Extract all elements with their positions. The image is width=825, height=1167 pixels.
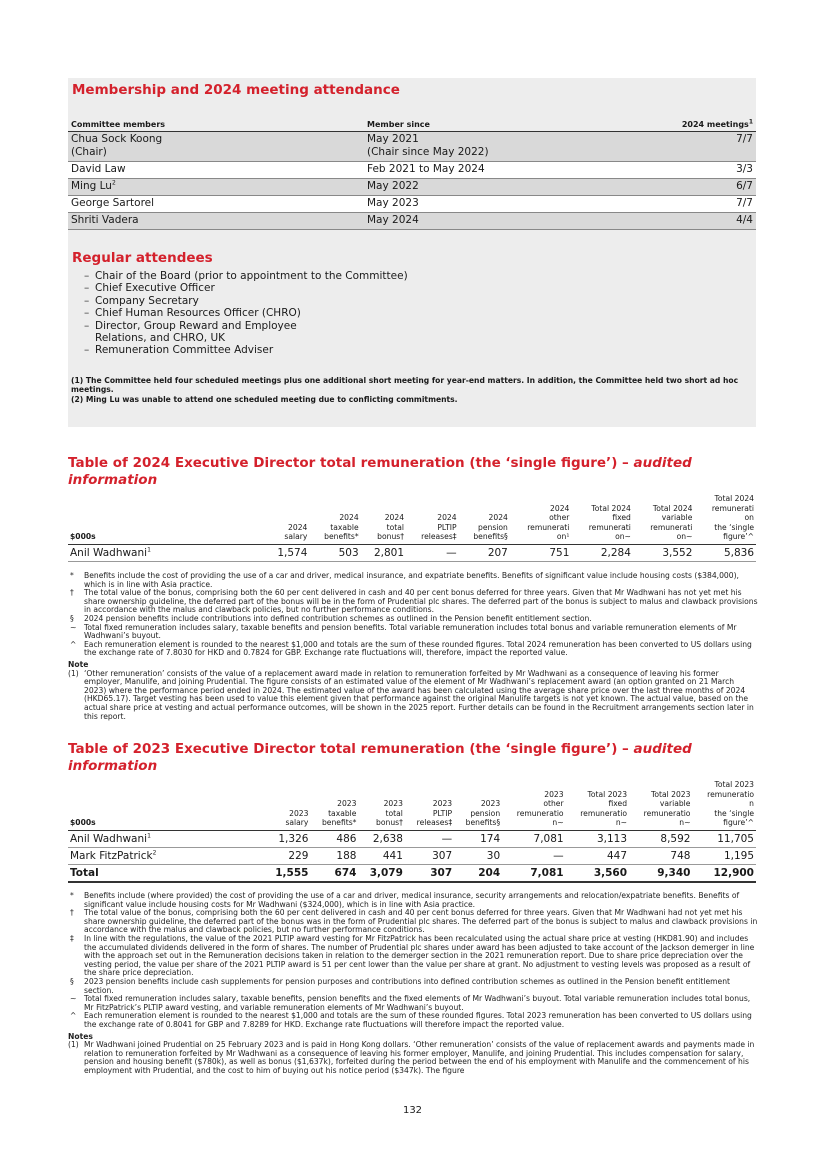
col-header: 2024 pension benefits§ — [459, 494, 510, 544]
table-cell: 486 — [310, 830, 358, 847]
footnote — [68, 909, 758, 935]
footnote-symbol: * — [70, 891, 74, 900]
col-header: Total 2024 remunerati on the ‘single figure’^ — [694, 494, 756, 544]
table-cell: 748 — [629, 847, 692, 864]
membership-title: Membership and 2024 meeting attendance — [72, 82, 400, 98]
table-cell: 1,195 — [692, 847, 756, 864]
footnote-text: 2024 pension benefits include contributions into defined contribution schemes as outlined in the Pension benefit entitlement section. — [84, 613, 592, 623]
table-cell: 3,079 — [358, 864, 404, 882]
footnote-symbol: § — [70, 976, 74, 986]
note — [68, 1041, 758, 1075]
member-name: Ming Lu$^2$ — [68, 178, 364, 195]
table-cell: 229 — [264, 847, 310, 864]
director-name: Anil Wadhwani$^1$ — [68, 544, 264, 561]
footnote — [68, 589, 758, 615]
table-row — [68, 195, 756, 212]
member-name: Shriti Vadera — [68, 212, 364, 229]
total-label: Total — [68, 864, 264, 882]
table-cell: 7,081 — [502, 830, 565, 847]
table-2024-title: Table of 2024 Executive Director total remuneration (the ‘single figure’) – audited information — [68, 455, 692, 488]
panel-note-1: (1) The Committee held four scheduled meetings plus one additional short meeting for year-end matters. In addition, the Committee held two short ad hoc meetings. — [71, 376, 739, 395]
member-since: May 2023 — [364, 195, 584, 212]
table-cell: 447 — [566, 847, 629, 864]
col-header: 2024 PLTIP releases‡ — [406, 494, 459, 544]
footnote-symbol: † — [70, 588, 74, 598]
col-header: Total 2023 variable remuneratio n~ — [629, 780, 692, 830]
footnote-text: Benefits include (where provided) the cost of providing the use of a car and driver, medical insurance, security arrangements and relocation/expatriate benefits. Benefits of significant value include housing costs for Mr Wadhwani ($324,000), which is in line with Asia practice. — [84, 891, 740, 909]
table-cell: 3,552 — [633, 544, 695, 561]
footnote-text: The total value of the bonus, comprising both the 60 per cent delivered in cash and 40 per cent bonus deferred for three years. Given that Mr Wadhwani has not yet met his share ownership guideline, the deferred part of the bonus will be in the form of Prudential plc shares. The deferred part of the bonus is subject to malus and clawback provisions in accordance with the malus and clawback policies, but no further performance conditions. — [84, 588, 758, 615]
member-name: George Sartorel — [68, 195, 364, 212]
page-number: 132 — [402, 1105, 423, 1116]
footnote-text: In line with the regulations, the value of the 2021 PLTIP award vesting for Mr FitzPatrick has been recalculated using the actual share price at vesting (HKD81.90) and includes the accumulated dividends delivered in the form of shares. The number of Prudential plc shares under award has been adjusted to take account of the Jackson demerger in line with the approach set out in the Remuneration decisions taken in relation to the demerger section in the 2021 remuneration report. Due to share price depreciation over the vesting period, the value per share of the 2021 PLTIP award is 51 per cent lower than the value per share at grant. No adjustment to vesting levels was proposed as a result of the share price depreciation. — [84, 933, 755, 978]
footnote-text: 2023 pension benefits include cash supplements for pension purposes and contributions into defined contribution schemes as outlined in the Pension benefit entitlement section. — [84, 976, 730, 995]
table-cell: 174 — [454, 830, 502, 847]
note-text: Mr Wadhwani joined Prudential on 25 February 2023 and is paid in Hong Kong dollars. ‘Other remuneration’ consists of the value of replacement awards and payments made in relation to remuneration forfeited by Mr Wadhwani as a consequence of leaving his former employer, Manulife, and joining Prudential. This includes compensation for salary, pension and housing benefit ($780k), as well as bonus ($1,637k), forfeited during the period between the end of his employment with Manulife and the commencement of his employment with Prudential, and the cost to him of buying out his notice period ($347k). The figure — [84, 1040, 755, 1075]
footnote-text: Total fixed remuneration includes salary, taxable benefits and pension benefits. Total variable remuneration includes total bonus and variable remuneration elements of Mr Wadhwani’s buyout. — [84, 622, 737, 641]
member-meetings: 4/4 — [584, 212, 756, 229]
note-number: (1) — [68, 668, 79, 678]
member-meetings: 7/7 — [584, 195, 756, 212]
list-item: – Chief Executive Officer — [84, 282, 408, 294]
col-header: 2024 salary — [264, 494, 309, 544]
table-cell: 1,326 — [264, 830, 310, 847]
table-cell: 2,801 — [361, 544, 406, 561]
remuneration-table-2024 — [68, 494, 756, 562]
panel-notes — [71, 376, 751, 404]
col-header: Total 2023 fixed remuneratio n~ — [566, 780, 629, 830]
table-cell: 751 — [510, 544, 572, 561]
table-row — [68, 544, 756, 561]
list-item: – Director, Group Reward and Employee Relations, and CHRO, UK — [84, 320, 408, 345]
note-number: (1) — [68, 1040, 79, 1050]
footnotes-2023 — [68, 892, 758, 1075]
footnotes-2024 — [68, 572, 758, 721]
col-header: 2024 total bonus† — [361, 494, 406, 544]
regular-attendees-list — [84, 270, 408, 357]
member-meetings: 6/7 — [584, 178, 756, 195]
regular-attendees-title: Regular attendees — [72, 250, 213, 266]
list-item: – Remuneration Committee Adviser — [84, 344, 408, 356]
col-header: 2023 pension benefits§ — [454, 780, 502, 830]
membership-panel — [68, 78, 756, 427]
footnote — [68, 641, 758, 658]
table-cell: 1,555 — [264, 864, 310, 882]
col-header: 2024 other remunerati on¹ — [510, 494, 572, 544]
table-cell: 307 — [405, 847, 454, 864]
member-since: May 2021 (Chair since May 2022) — [364, 131, 584, 161]
table-row — [68, 131, 756, 161]
footnote-text: Benefits include the cost of providing the use of a car and driver, medical insurance, and expatriate benefits. Benefits of significant value include housing costs ($384,000), which is in line with Asia practice. — [84, 571, 739, 589]
table-cell: 3,113 — [566, 830, 629, 847]
footnote-symbol: ‡ — [70, 933, 74, 943]
table-row — [68, 847, 756, 864]
header-row — [68, 494, 756, 544]
footnote — [68, 624, 758, 641]
table-cell: 9,340 — [629, 864, 692, 882]
table-cell: 2,638 — [358, 830, 404, 847]
footnote-text: Each remuneration element is rounded to the nearest $1,000 and totals are the sum of these rounded figures. Total 2023 remuneration has been converted to US dollars using the exchange rate of 0.8041 for GBP and 7.8289 for HKD. Exchange rate fluctuations will therefore impact the reported value. — [84, 1011, 752, 1029]
footnote-symbol: ~ — [70, 622, 77, 632]
table-row — [68, 212, 756, 229]
col-header: 2023 salary — [264, 780, 310, 830]
table-row — [68, 830, 756, 847]
col-unit: $000s — [68, 494, 264, 544]
table-cell: 7,081 — [502, 864, 565, 882]
col-unit: $000s — [68, 780, 264, 830]
table-cell: 307 — [405, 864, 454, 882]
table-cell: 3,560 — [566, 864, 629, 882]
col-header: 2023 other remuneratio n~ — [502, 780, 565, 830]
col-header: Total 2024 fixed remunerati on~ — [571, 494, 633, 544]
col-header: 2023 PLTIP releases‡ — [405, 780, 454, 830]
footnote — [68, 995, 758, 1012]
table-cell: 441 — [358, 847, 404, 864]
panel-note-2: (2) Ming Lu was unable to attend one scheduled meeting due to conflicting commitments. — [71, 394, 458, 404]
member-since: Feb 2021 to May 2024 — [364, 161, 584, 178]
col-meetings: 2024 meetings$^1$ — [584, 118, 756, 131]
note — [68, 670, 758, 722]
table-cell: 204 — [454, 864, 502, 882]
footnote-symbol: § — [70, 613, 74, 623]
col-member-since: Member since — [364, 118, 584, 131]
col-header: 2023 taxable benefits* — [310, 780, 358, 830]
footnote-symbol: † — [70, 908, 74, 918]
member-meetings: 3/3 — [584, 161, 756, 178]
note-heading: Notes — [68, 1031, 93, 1041]
footnote-text: The total value of the bonus, comprising both the 60 per cent delivered in cash and 40 per cent bonus deferred for three years. Given that Mr Wadhwani had not yet met his share ownership guideline, the deferred part of the bonus was in the form of Prudential plc shares. The deferred part of the bonus is subject to malus and clawback provisions in accordance with the malus and clawback policies, but no further performance conditions. — [84, 908, 758, 935]
footnote — [68, 935, 758, 978]
footnote-symbol: ^ — [70, 1011, 77, 1021]
header-row — [68, 780, 756, 830]
table-cell: 207 — [459, 544, 510, 561]
table-cell: 503 — [309, 544, 360, 561]
director-name: Mark FitzPatrick$^2$ — [68, 847, 264, 864]
table-cell: 188 — [310, 847, 358, 864]
footnote-symbol: * — [70, 571, 74, 580]
col-header: Total 2024 variable remunerati on~ — [633, 494, 695, 544]
membership-rows — [68, 131, 756, 229]
footnote-text: Each remuneration element is rounded to the nearest $1,000 and totals are the sum of these rounded figures. Total 2024 remuneration has been converted to US dollars using the exchange rate of 7.8030 for HKD and 0.7824 for GBP. Exchange rate fluctuations will, therefore, impact the reported value. — [84, 639, 752, 658]
director-name: Anil Wadhwani$^1$ — [68, 830, 264, 847]
member-since: May 2022 — [364, 178, 584, 195]
table-cell: 8,592 — [629, 830, 692, 847]
table-cell: 11,705 — [692, 830, 756, 847]
table-cell: 2,284 — [571, 544, 633, 561]
table-cell: — — [406, 544, 459, 561]
footnote-text: Total fixed remuneration includes salary, taxable benefits, pension benefits and the fixed elements of Mr Wadhwani’s buyout. Total variable remuneration includes total bonus, Mr FitzPatrick’s PLTIP award vesting, and variable remuneration elements of Mr Wadhwani’s buyout. — [84, 994, 751, 1012]
member-meetings: 7/7 — [584, 131, 756, 161]
col-header: Total 2023 remuneratio n the ‘single figure’^ — [692, 780, 756, 830]
table-cell: 30 — [454, 847, 502, 864]
table-row — [68, 161, 756, 178]
footnote — [68, 1012, 758, 1029]
table-cell: 12,900 — [692, 864, 756, 882]
total-row — [68, 864, 756, 882]
member-since: May 2024 — [364, 212, 584, 229]
table-cell: — — [502, 847, 565, 864]
list-item: – Company Secretary — [84, 295, 408, 307]
footnote-symbol: ~ — [70, 994, 77, 1004]
col-committee-members: Committee members — [68, 118, 364, 131]
footnote — [68, 572, 758, 589]
note-text: ‘Other remuneration’ consists of the value of a replacement award made in relation to remuneration forfeited by Mr Wadhwani as a consequence of leaving his former employer, Manulife, and joining Prudential. The figure consists of an estimated value of the element of Mr Wadhwani’s replacement award (an option granted on 21 March 2023) where the performance period ended in 2024. The estimated value of the award has been calculated using the average share price over the last three months of 2024 (HKD65.17). Target vesting has been used to value this element given that performance against the original Manulife targets is not yet known. The actual value, based on the actual share price at vesting and actual performance outcomes, will be shown in the 2025 report. Further details can be found in the Recruitment arrangements section later in this report. — [84, 668, 754, 721]
table-cell: — — [405, 830, 454, 847]
col-header: 2023 total bonus† — [358, 780, 404, 830]
footnote — [68, 978, 758, 995]
remuneration-table-2023 — [68, 780, 756, 883]
list-item: – Chair of the Board (prior to appointment to the Committee) — [84, 270, 408, 282]
footnote — [68, 892, 758, 909]
table-2023-title: Table of 2023 Executive Director total remuneration (the ‘single figure’) – audited information — [68, 741, 692, 774]
member-name: David Law — [68, 161, 364, 178]
footnote-symbol: ^ — [70, 639, 77, 649]
list-item: – Chief Human Resources Officer (CHRO) — [84, 307, 408, 319]
col-header: 2024 taxable benefits* — [309, 494, 360, 544]
table-cell: 5,836 — [694, 544, 756, 561]
table-row — [68, 178, 756, 195]
note-heading: Note — [68, 659, 89, 669]
table-cell: 674 — [310, 864, 358, 882]
member-name: Chua Sock Koong (Chair) — [68, 131, 364, 161]
membership-table — [68, 118, 756, 230]
table-cell: 1,574 — [264, 544, 309, 561]
